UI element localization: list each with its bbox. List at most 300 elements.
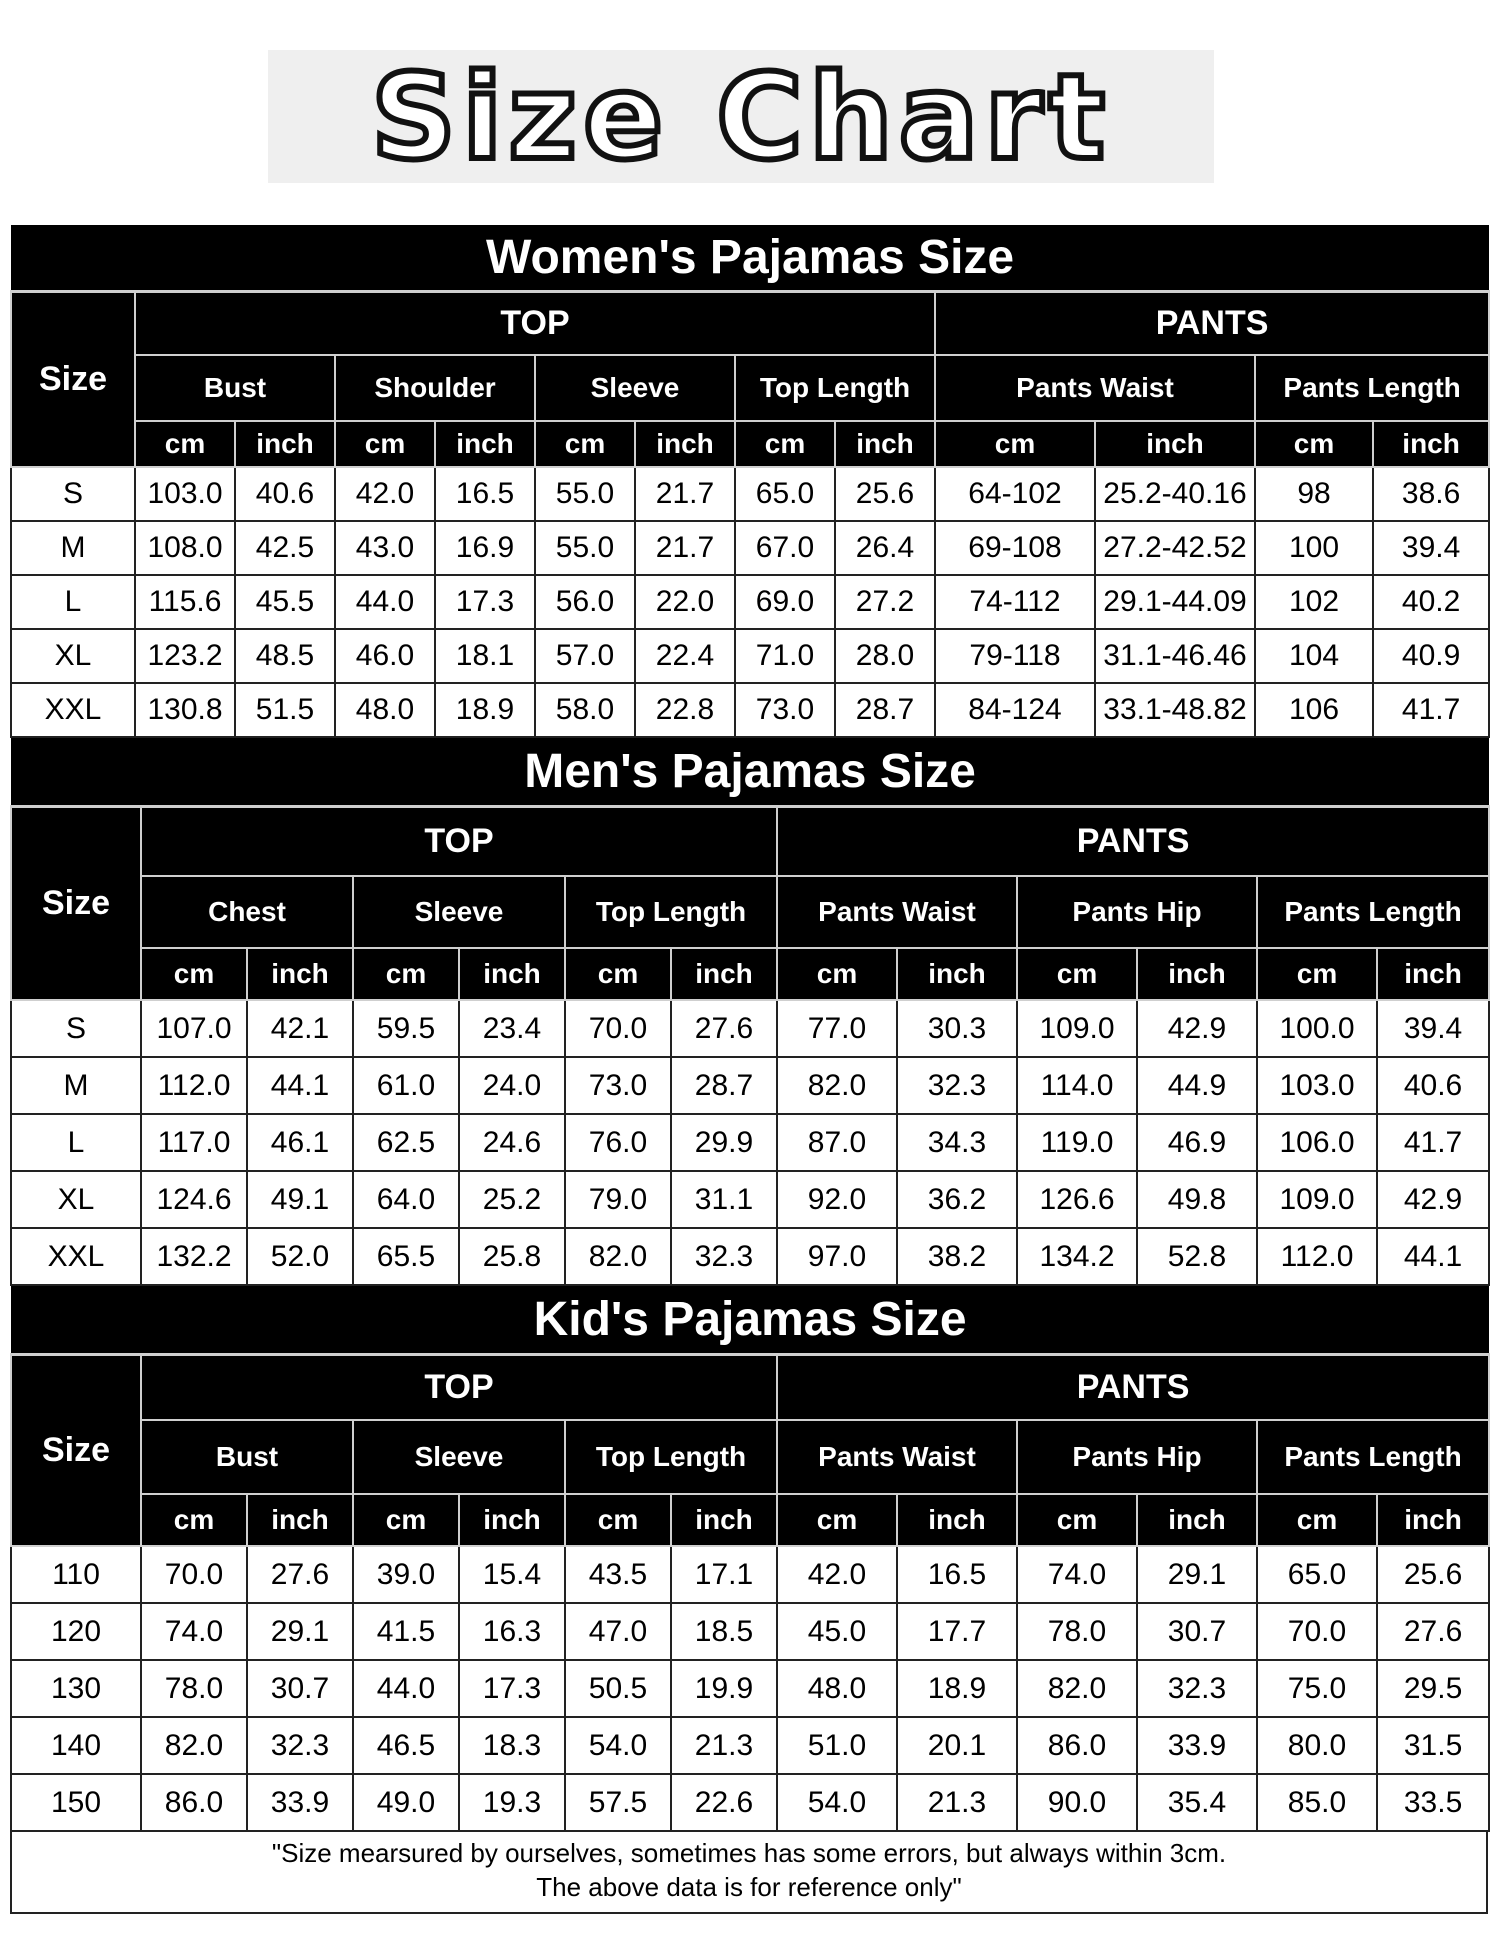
women-unit-header-row [11,421,1489,467]
men-value-cell: 76.0 [565,1114,671,1171]
women-value-cell: 17.3 [435,575,535,629]
women-value-cell: 26.4 [835,521,935,575]
kids-value-cell: 85.0 [1257,1774,1377,1831]
kids-value-cell: 43.5 [565,1546,671,1603]
men-value-cell: 65.5 [353,1228,459,1285]
men-value-cell: 106.0 [1257,1114,1377,1171]
kids-value-cell: 16.3 [459,1603,565,1660]
men-value-cell: 44.1 [1377,1228,1489,1285]
men-value-cell: 44.9 [1137,1057,1257,1114]
women-value-cell: 57.0 [535,629,635,683]
kids-value-cell: 90.0 [1017,1774,1137,1831]
kids-measure-bust: Bust [141,1420,353,1494]
women-value-cell: 28.7 [835,683,935,737]
men-value-cell: 25.8 [459,1228,565,1285]
kids-value-cell: 32.3 [247,1717,353,1774]
women-value-cell: 22.8 [635,683,735,737]
men-value-cell: 24.6 [459,1114,565,1171]
kids-value-cell: 44.0 [353,1660,459,1717]
women-value-cell: 43.0 [335,521,435,575]
women-unit-inch: inch [1373,421,1489,467]
kids-value-cell: 18.5 [671,1603,777,1660]
men-size-cell: S [11,1000,141,1057]
men-value-cell: 64.0 [353,1171,459,1228]
women-measure-pants-waist: Pants Waist [935,355,1255,421]
kids-value-cell: 25.6 [1377,1546,1489,1603]
kids-group-header-row [11,1354,1489,1420]
men-value-cell: 42.1 [247,1000,353,1057]
kids-value-cell: 35.4 [1137,1774,1257,1831]
women-value-cell: 73.0 [735,683,835,737]
kids-unit-cm: cm [565,1494,671,1546]
women-pajamas-section [10,225,1488,738]
men-unit-cm: cm [353,948,459,1000]
men-value-cell: 87.0 [777,1114,897,1171]
kids-value-cell: 17.3 [459,1660,565,1717]
women-value-cell: 46.0 [335,629,435,683]
men-value-cell: 31.1 [671,1171,777,1228]
men-unit-inch: inch [671,948,777,1000]
women-value-cell: 55.0 [535,467,635,521]
men-unit-header-row [11,948,1489,1000]
kids-value-cell: 78.0 [1017,1603,1137,1660]
size-chart-title: Size Chart [370,47,1112,186]
men-value-cell: 32.3 [671,1228,777,1285]
women-value-cell: 130.8 [135,683,235,737]
men-table-row [11,1057,1489,1114]
men-value-cell: 36.2 [897,1171,1017,1228]
women-value-cell: 48.5 [235,629,335,683]
women-table-row [11,521,1489,575]
women-value-cell: 16.5 [435,467,535,521]
men-value-cell: 49.1 [247,1171,353,1228]
kids-value-cell: 48.0 [777,1660,897,1717]
size-note-line-2: The above data is for reference only" [536,1872,962,1902]
women-value-cell: 123.2 [135,629,235,683]
kids-value-cell: 27.6 [247,1546,353,1603]
kids-value-cell: 31.5 [1377,1717,1489,1774]
women-size-cell: XXL [11,683,135,737]
kids-value-cell: 42.0 [777,1546,897,1603]
women-value-cell: 84-124 [935,683,1095,737]
kids-title-row [11,1286,1489,1354]
kids-value-cell: 33.9 [1137,1717,1257,1774]
men-value-cell: 46.9 [1137,1114,1257,1171]
women-measure-top-length: Top Length [735,355,935,421]
men-value-cell: 100.0 [1257,1000,1377,1057]
kids-value-cell: 18.9 [897,1660,1017,1717]
men-value-cell: 117.0 [141,1114,247,1171]
women-unit-inch: inch [1095,421,1255,467]
men-group-header-row [11,806,1489,876]
kids-value-cell: 15.4 [459,1546,565,1603]
men-value-cell: 109.0 [1017,1000,1137,1057]
women-group-header-row [11,291,1489,355]
men-value-cell: 24.0 [459,1057,565,1114]
women-measure-bust: Bust [135,355,335,421]
men-value-cell: 42.9 [1377,1171,1489,1228]
women-value-cell: 16.9 [435,521,535,575]
kids-value-cell: 17.1 [671,1546,777,1603]
kids-value-cell: 65.0 [1257,1546,1377,1603]
kids-value-cell: 49.0 [353,1774,459,1831]
kids-value-cell: 50.5 [565,1660,671,1717]
men-value-cell: 119.0 [1017,1114,1137,1171]
men-table-row [11,1228,1489,1285]
women-value-cell: 18.9 [435,683,535,737]
women-size-table [10,225,1490,738]
women-value-cell: 29.1-44.09 [1095,575,1255,629]
men-measure-top-length: Top Length [565,876,777,948]
kids-size-cell: 150 [11,1774,141,1831]
kids-value-cell: 51.0 [777,1717,897,1774]
men-size-cell: XXL [11,1228,141,1285]
women-value-cell: 21.7 [635,521,735,575]
women-size-cell: S [11,467,135,521]
men-measure-sleeve: Sleeve [353,876,565,948]
women-value-cell: 21.7 [635,467,735,521]
women-value-cell: 56.0 [535,575,635,629]
men-unit-cm: cm [1257,948,1377,1000]
women-value-cell: 40.6 [235,467,335,521]
women-value-cell: 25.6 [835,467,935,521]
women-value-cell: 64-102 [935,467,1095,521]
women-value-cell: 67.0 [735,521,835,575]
women-value-cell: 33.1-48.82 [1095,683,1255,737]
men-value-cell: 38.2 [897,1228,1017,1285]
women-value-cell: 104 [1255,629,1373,683]
kids-table-row [11,1546,1489,1603]
women-value-cell: 45.5 [235,575,335,629]
kids-value-cell: 78.0 [141,1660,247,1717]
men-value-cell: 79.0 [565,1171,671,1228]
kids-value-cell: 46.5 [353,1717,459,1774]
men-value-cell: 61.0 [353,1057,459,1114]
women-value-cell: 69-108 [935,521,1095,575]
women-value-cell: 31.1-46.46 [1095,629,1255,683]
women-title-row [11,225,1489,291]
men-size-header: Size [11,806,141,1000]
kids-value-cell: 74.0 [1017,1546,1137,1603]
men-value-cell: 112.0 [1257,1228,1377,1285]
kids-value-cell: 75.0 [1257,1660,1377,1717]
kids-unit-cm: cm [777,1494,897,1546]
men-measure-pants-length: Pants Length [1257,876,1489,948]
kids-table-row [11,1603,1489,1660]
kids-top-header: TOP [141,1354,777,1420]
men-value-cell: 97.0 [777,1228,897,1285]
women-value-cell: 27.2 [835,575,935,629]
women-table-row [11,467,1489,521]
men-value-cell: 34.3 [897,1114,1017,1171]
kids-value-cell: 70.0 [1257,1603,1377,1660]
women-value-cell: 41.7 [1373,683,1489,737]
kids-value-cell: 20.1 [897,1717,1017,1774]
women-measure-sleeve: Sleeve [535,355,735,421]
kids-value-cell: 33.5 [1377,1774,1489,1831]
men-value-cell: 77.0 [777,1000,897,1057]
men-value-cell: 52.0 [247,1228,353,1285]
kids-value-cell: 54.0 [777,1774,897,1831]
kids-value-cell: 30.7 [1137,1603,1257,1660]
men-size-cell: L [11,1114,141,1171]
men-table-row [11,1171,1489,1228]
women-value-cell: 25.2-40.16 [1095,467,1255,521]
women-value-cell: 100 [1255,521,1373,575]
women-value-cell: 28.0 [835,629,935,683]
kids-unit-cm: cm [353,1494,459,1546]
men-value-cell: 134.2 [1017,1228,1137,1285]
men-value-cell: 70.0 [565,1000,671,1057]
women-value-cell: 55.0 [535,521,635,575]
women-value-cell: 18.1 [435,629,535,683]
men-value-cell: 114.0 [1017,1057,1137,1114]
women-unit-cm: cm [735,421,835,467]
men-value-cell: 49.8 [1137,1171,1257,1228]
men-title-row [11,738,1489,806]
kids-value-cell: 86.0 [1017,1717,1137,1774]
kids-size-cell: 110 [11,1546,141,1603]
men-value-cell: 112.0 [141,1057,247,1114]
men-measure-pants-hip: Pants Hip [1017,876,1257,948]
kids-unit-cm: cm [1257,1494,1377,1546]
women-value-cell: 103.0 [135,467,235,521]
kids-size-cell: 130 [11,1660,141,1717]
men-value-cell: 124.6 [141,1171,247,1228]
kids-value-cell: 32.3 [1137,1660,1257,1717]
kids-value-cell: 86.0 [141,1774,247,1831]
men-value-cell: 82.0 [565,1228,671,1285]
men-value-cell: 103.0 [1257,1057,1377,1114]
kids-value-cell: 82.0 [1017,1660,1137,1717]
women-section-title: Women's Pajamas Size [11,225,1489,291]
women-unit-cm: cm [135,421,235,467]
women-value-cell: 79-118 [935,629,1095,683]
women-value-cell: 71.0 [735,629,835,683]
men-top-header: TOP [141,806,777,876]
men-size-table [10,738,1490,1286]
kids-pants-header: PANTS [777,1354,1489,1420]
women-value-cell: 27.2-42.52 [1095,521,1255,575]
kids-value-cell: 19.3 [459,1774,565,1831]
men-unit-inch: inch [1377,948,1489,1000]
women-unit-inch: inch [235,421,335,467]
men-value-cell: 73.0 [565,1057,671,1114]
women-value-cell: 102 [1255,575,1373,629]
kids-measure-pants-waist: Pants Waist [777,1420,1017,1494]
kids-value-cell: 22.6 [671,1774,777,1831]
women-measure-header-row [11,355,1489,421]
kids-value-cell: 33.9 [247,1774,353,1831]
kids-measure-pants-hip: Pants Hip [1017,1420,1257,1494]
women-value-cell: 40.2 [1373,575,1489,629]
kids-value-cell: 29.1 [1137,1546,1257,1603]
men-value-cell: 59.5 [353,1000,459,1057]
men-measure-pants-waist: Pants Waist [777,876,1017,948]
men-value-cell: 25.2 [459,1171,565,1228]
kids-value-cell: 47.0 [565,1603,671,1660]
men-unit-cm: cm [777,948,897,1000]
women-value-cell: 22.4 [635,629,735,683]
kids-value-cell: 27.6 [1377,1603,1489,1660]
women-unit-cm: cm [535,421,635,467]
size-chart-banner [268,47,1214,186]
women-value-cell: 115.6 [135,575,235,629]
kids-value-cell: 21.3 [671,1717,777,1774]
women-value-cell: 39.4 [1373,521,1489,575]
women-value-cell: 58.0 [535,683,635,737]
men-section-title: Men's Pajamas Size [11,738,1489,806]
size-note [10,1832,1488,1914]
kids-table-row [11,1774,1489,1831]
men-unit-cm: cm [565,948,671,1000]
men-unit-inch: inch [1137,948,1257,1000]
kids-unit-header-row [11,1494,1489,1546]
kids-pajamas-section [10,1286,1488,1832]
men-value-cell: 41.7 [1377,1114,1489,1171]
men-pants-header: PANTS [777,806,1489,876]
men-value-cell: 132.2 [141,1228,247,1285]
kids-table-row [11,1660,1489,1717]
men-size-cell: XL [11,1171,141,1228]
kids-unit-inch: inch [671,1494,777,1546]
kids-unit-cm: cm [1017,1494,1137,1546]
kids-value-cell: 39.0 [353,1546,459,1603]
men-value-cell: 82.0 [777,1057,897,1114]
kids-value-cell: 17.7 [897,1603,1017,1660]
women-value-cell: 108.0 [135,521,235,575]
men-value-cell: 40.6 [1377,1057,1489,1114]
kids-section-title: Kid's Pajamas Size [11,1286,1489,1354]
kids-unit-inch: inch [459,1494,565,1546]
kids-value-cell: 80.0 [1257,1717,1377,1774]
men-pajamas-section [10,738,1488,1286]
women-table-row [11,629,1489,683]
women-value-cell: 69.0 [735,575,835,629]
kids-value-cell: 19.9 [671,1660,777,1717]
men-value-cell: 107.0 [141,1000,247,1057]
women-unit-inch: inch [635,421,735,467]
women-value-cell: 106 [1255,683,1373,737]
kids-unit-inch: inch [1377,1494,1489,1546]
kids-measure-pants-length: Pants Length [1257,1420,1489,1494]
men-value-cell: 32.3 [897,1057,1017,1114]
kids-value-cell: 21.3 [897,1774,1017,1831]
kids-value-cell: 45.0 [777,1603,897,1660]
kids-measure-header-row [11,1420,1489,1494]
women-measure-pants-length: Pants Length [1255,355,1489,421]
size-note-line-1: "Size mearsured by ourselves, sometimes has some errors, but always within 3cm. [271,1838,1227,1868]
women-value-cell: 42.5 [235,521,335,575]
women-unit-inch: inch [435,421,535,467]
men-unit-inch: inch [247,948,353,1000]
women-value-cell: 22.0 [635,575,735,629]
kids-value-cell: 70.0 [141,1546,247,1603]
women-unit-cm: cm [1255,421,1373,467]
men-value-cell: 62.5 [353,1114,459,1171]
women-value-cell: 51.5 [235,683,335,737]
men-value-cell: 39.4 [1377,1000,1489,1057]
women-value-cell: 44.0 [335,575,435,629]
men-unit-cm: cm [141,948,247,1000]
men-value-cell: 52.8 [1137,1228,1257,1285]
kids-value-cell: 74.0 [141,1603,247,1660]
men-table-row [11,1000,1489,1057]
kids-value-cell: 57.5 [565,1774,671,1831]
women-value-cell: 42.0 [335,467,435,521]
women-top-header: TOP [135,291,935,355]
men-value-cell: 126.6 [1017,1171,1137,1228]
kids-value-cell: 18.3 [459,1717,565,1774]
women-value-cell: 65.0 [735,467,835,521]
kids-value-cell: 16.5 [897,1546,1017,1603]
men-measure-header-row [11,876,1489,948]
kids-size-cell: 140 [11,1717,141,1774]
women-value-cell: 48.0 [335,683,435,737]
kids-unit-cm: cm [141,1494,247,1546]
kids-value-cell: 41.5 [353,1603,459,1660]
kids-measure-top-length: Top Length [565,1420,777,1494]
men-value-cell: 27.6 [671,1000,777,1057]
women-value-cell: 98 [1255,467,1373,521]
kids-size-cell: 120 [11,1603,141,1660]
kids-size-header: Size [11,1354,141,1546]
men-measure-chest: Chest [141,876,353,948]
women-size-cell: M [11,521,135,575]
men-value-cell: 29.9 [671,1114,777,1171]
kids-size-table [10,1286,1490,1832]
kids-value-cell: 54.0 [565,1717,671,1774]
kids-value-cell: 29.1 [247,1603,353,1660]
women-table-row [11,683,1489,737]
women-pants-header: PANTS [935,291,1489,355]
men-unit-inch: inch [897,948,1017,1000]
women-unit-inch: inch [835,421,935,467]
kids-table-row [11,1717,1489,1774]
kids-value-cell: 30.7 [247,1660,353,1717]
kids-unit-inch: inch [1137,1494,1257,1546]
kids-value-cell: 29.5 [1377,1660,1489,1717]
men-unit-cm: cm [1017,948,1137,1000]
men-value-cell: 23.4 [459,1000,565,1057]
women-unit-cm: cm [935,421,1095,467]
men-table-row [11,1114,1489,1171]
women-value-cell: 38.6 [1373,467,1489,521]
size-chart-sheet [10,225,1488,1913]
kids-measure-sleeve: Sleeve [353,1420,565,1494]
men-value-cell: 44.1 [247,1057,353,1114]
women-size-cell: XL [11,629,135,683]
women-table-row [11,575,1489,629]
men-value-cell: 92.0 [777,1171,897,1228]
kids-unit-inch: inch [897,1494,1017,1546]
men-value-cell: 42.9 [1137,1000,1257,1057]
men-unit-inch: inch [459,948,565,1000]
men-value-cell: 28.7 [671,1057,777,1114]
women-measure-shoulder: Shoulder [335,355,535,421]
kids-unit-inch: inch [247,1494,353,1546]
kids-value-cell: 82.0 [141,1717,247,1774]
men-size-cell: M [11,1057,141,1114]
men-value-cell: 30.3 [897,1000,1017,1057]
women-size-header: Size [11,291,135,467]
men-value-cell: 46.1 [247,1114,353,1171]
men-value-cell: 109.0 [1257,1171,1377,1228]
women-unit-cm: cm [335,421,435,467]
women-value-cell: 74-112 [935,575,1095,629]
women-value-cell: 40.9 [1373,629,1489,683]
women-size-cell: L [11,575,135,629]
